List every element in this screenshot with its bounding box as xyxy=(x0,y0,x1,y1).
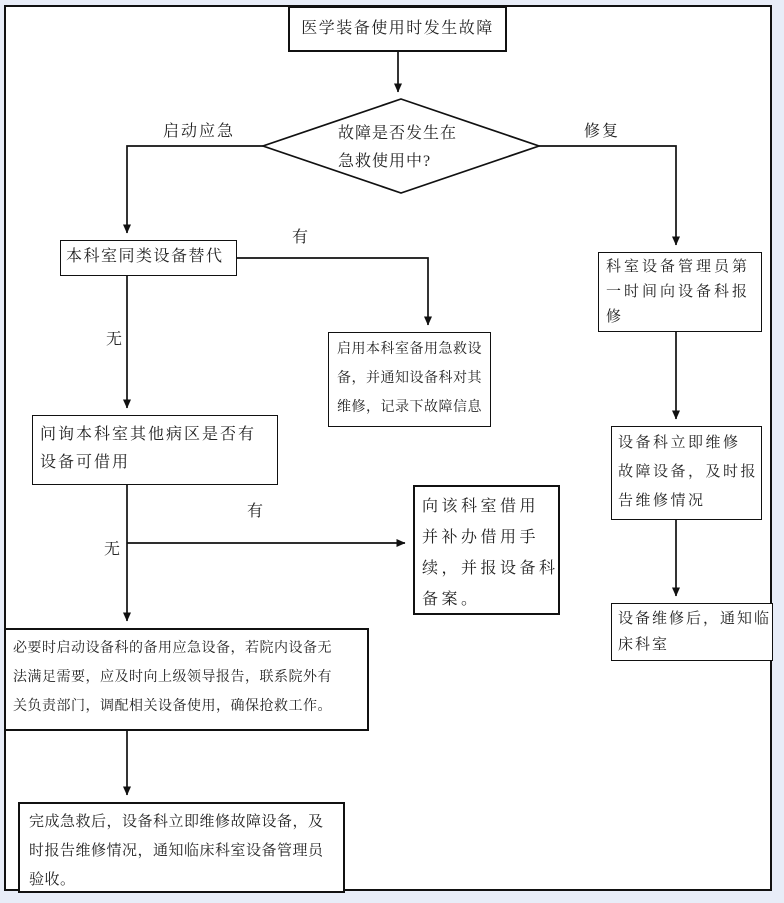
node-notify-clinical-dept xyxy=(611,603,773,661)
backup-line-1: 启用本科室备用急救设 xyxy=(337,342,482,357)
final-line-3: 验收。 xyxy=(29,872,76,888)
node-decision-emergency-use xyxy=(338,120,478,176)
emergency-line-1: 必要时启动设备科的备用应急设备，若院内设备无 xyxy=(13,641,332,656)
edge-label-none-2: 无 xyxy=(104,541,123,558)
final-line-1: 完成急救后，设备科立即维修故障设备，及 xyxy=(29,814,324,830)
decision-line-1: 故障是否发生在 xyxy=(338,125,458,142)
notify-line-2: 床科室 xyxy=(618,637,670,653)
backup-line-2: 备，并通知设备科对其 xyxy=(337,371,482,386)
manager-line-3: 修 xyxy=(606,309,625,325)
node-emergency-backup-dept xyxy=(4,628,369,731)
repair-dept-line-3: 告维修情况 xyxy=(618,493,706,509)
edge-label-has-2: 有 xyxy=(247,503,266,520)
edge-label-start-emergency: 启动应急 xyxy=(163,123,236,140)
edge-label-repair: 修复 xyxy=(584,123,621,140)
notify-line-1: 设备维修后，通知临 xyxy=(618,611,772,627)
node-ask-other-wards xyxy=(32,415,278,485)
borrow-line-2: 并补办借用手 xyxy=(422,529,540,546)
substitute-text: 本科室同类设备替代 xyxy=(66,248,224,265)
node-start-text: 医学装备使用时发生故障 xyxy=(301,20,494,37)
node-substitute-equipment xyxy=(60,240,237,276)
repair-dept-line-1: 设备科立即维修 xyxy=(618,435,741,451)
edge-label-none-1: 无 xyxy=(106,331,125,348)
repair-dept-line-2: 故障设备，及时报 xyxy=(618,464,759,480)
connector-substitute-to-backup xyxy=(237,258,428,325)
emergency-line-2: 法满足需要，应及时向上级领导报告，联系院外有 xyxy=(13,670,332,685)
ask-line-2: 设备可借用 xyxy=(40,454,131,471)
backup-line-3: 维修，记录下故障信息 xyxy=(337,400,482,415)
node-equipment-dept-repair xyxy=(611,426,762,520)
edge-label-has-1: 有 xyxy=(292,229,311,246)
emergency-line-3: 关负责部门，调配相关设备使用，确保抢救工作。 xyxy=(13,699,332,714)
node-start-failure xyxy=(288,6,507,52)
node-final-acceptance xyxy=(18,802,345,893)
node-backup-rescue-equipment xyxy=(328,332,491,427)
connector-decision-to-manager xyxy=(539,146,676,245)
manager-line-2: 一时间向设备科报 xyxy=(606,284,751,300)
borrow-line-3: 续，并报设备科 xyxy=(422,560,559,577)
borrow-line-4: 备案。 xyxy=(422,591,481,608)
node-manager-report-repair xyxy=(598,252,762,332)
connector-decision-to-substitute xyxy=(127,146,263,233)
final-line-2: 时报告维修情况，通知临床科室设备管理员 xyxy=(29,843,324,859)
manager-line-1: 科室设备管理员第 xyxy=(606,259,751,275)
ask-line-1: 问询本科室其他病区是否有 xyxy=(40,426,257,443)
decision-line-2: 急救使用中? xyxy=(338,153,432,170)
borrow-line-1: 向该科室借用 xyxy=(422,498,540,515)
node-borrow-equipment xyxy=(413,485,560,615)
